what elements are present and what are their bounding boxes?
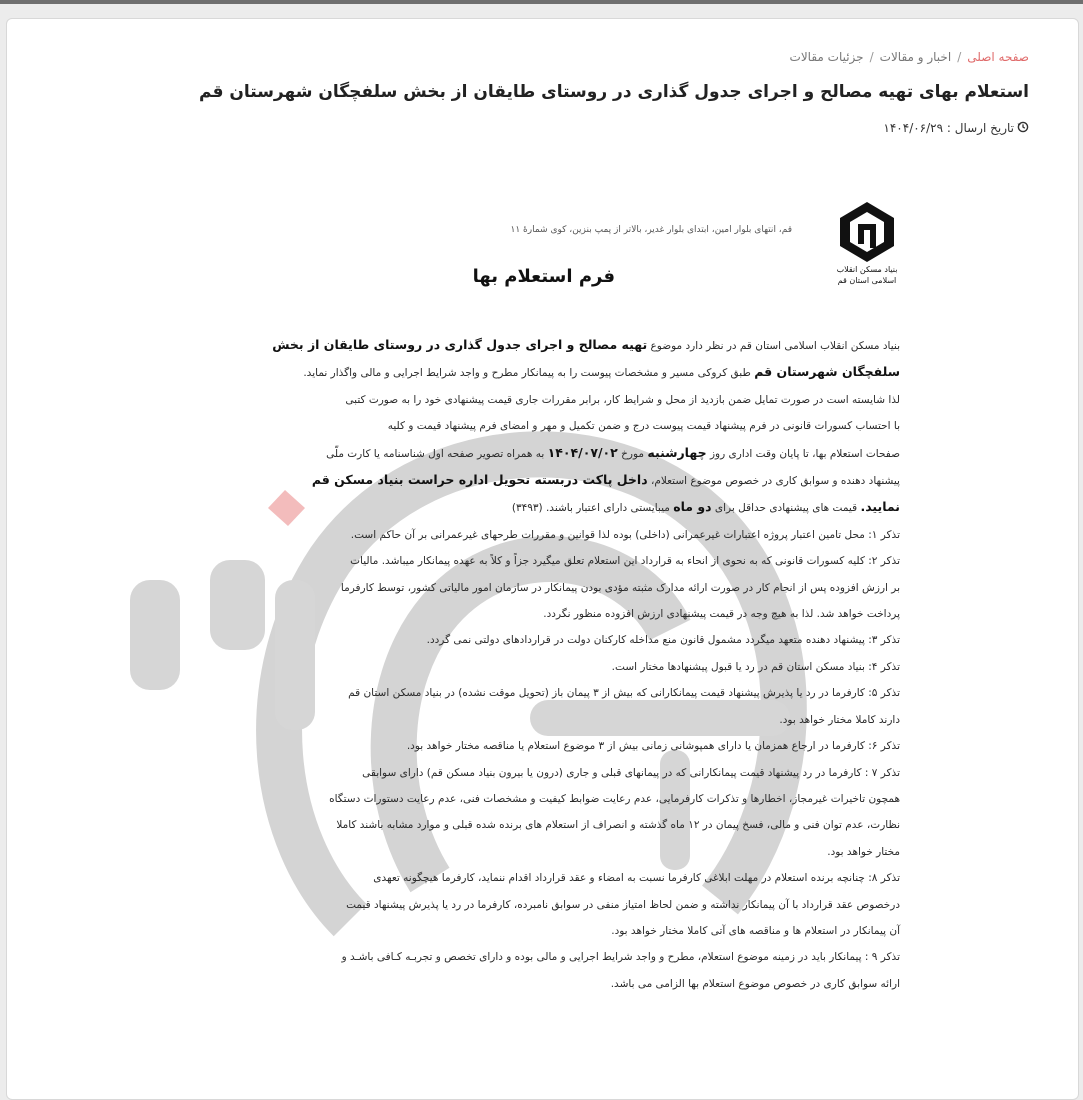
intro-line (180, 440, 900, 467)
text-run: طبق کروکی مسیر و مشخصات پیوست را به پیمانکار مطرح و واجد شرایط اجرایی و مالی واگذار نماید. (303, 367, 751, 380)
top-border (0, 0, 1083, 4)
text-run: صفحات استعلام بها، تا پایان وقت اداری روز (709, 447, 900, 460)
bonyad-maskan-logo (834, 200, 900, 296)
intro-line: با احتساب کسورات قانونی در فرم پیشنهاد قیمت پیوست درج و ضمن تکمیل و مهر و امضای فرم پیشنهاد قیمت و کلیه (387, 420, 900, 433)
note-line: تذکر ۸: چنانچه برنده استعلام در مهلت ابلاغی کارفرما نسبت به امضاء و عقد قرارداد اقدام ننماید، کارفرما هیچگونه تعهدی (373, 872, 900, 885)
date-value: ۱۴۰۴/۰۶/۲۹ (883, 121, 944, 135)
breadcrumb-current: جزئیات مقالات (789, 50, 864, 64)
intro-line (180, 467, 900, 494)
text-run-bold: نمایید. (860, 499, 900, 515)
note-line: تذکر ۶: کارفرما در ارجاع همزمان یا دارای همپوشانی زمانی بیش از ۳ موضوع استعلام یا مناقصه مختار خواهد بود. (406, 740, 900, 753)
article-date (883, 121, 1029, 136)
breadcrumb-separator: / (957, 50, 962, 64)
note-line: تذکر ۷ : کارفرما در رد پیشنهاد قیمت پیمانکارانی که در پیمانهای قبلی و جاری (درون یا بیرون بنیاد مسکن قم) دارای سوابقی (362, 766, 900, 779)
history-icon (1017, 121, 1029, 136)
document-image (160, 190, 900, 1070)
article-title: استعلام بهای تهیه مصالح و اجرای جدول گذاری در روستای طایقان از بخش سلفچگان شهرستان قم (199, 82, 1029, 102)
text-run-bold: تهیه مصالح و اجرای جدول گذاری در روستای طایقان از بخش (272, 337, 648, 352)
intro-line: لذا شایسته است در صورت تمایل ضمن بازدید از محل و شرایط کار، برابر مقررات جاری قیمت پیشنهادی خود را به صورت کتبی (345, 393, 900, 406)
text-run: مورخ (621, 447, 645, 460)
note-line: تذکر ۹ : پیمانکار باید در زمینه موضوع استعلام، مطرح و واجد شرایط اجرایی و مالی بوده و دارای تخصص و تجربـه کـافی باشـد و (341, 951, 900, 964)
note-line: مختار خواهد بود. (827, 845, 900, 858)
note-line: پرداخت خواهد شد. لذا به هیچ وجه در قیمت پیشنهادی ارزش افزوده منظور نگردد. (543, 608, 900, 621)
text-run-bold: داخل پاکت دربسته تحویل اداره حراست بنیاد مسکن قم (311, 472, 648, 488)
form-title: فرم استعلام بها (472, 266, 615, 287)
breadcrumb-news-link[interactable]: اخبار و مقالات (879, 50, 952, 64)
text-run: به همراه تصویر صفحه اول شناسنامه یا کارت ملّی (326, 447, 545, 460)
note-line: تذکر ۲: کلیه کسورات قانونی که به نحوی از انحاء به قرارداد این استعلام تعلق میگیرد جزاً و کلاً به عهده پیمانکار میباشد. مالیات (350, 555, 900, 568)
intro-line (180, 359, 900, 386)
note-line: ارائه سوابق کاری در خصوص موضوع استعلام بها الزامی می باشد. (610, 977, 900, 990)
note-line: درخصوص عقد قرارداد با آن پیمانکار نداشته و ضمن لحاظ امتیاز منفی در سوابق نامبرده، کارفرما در رد یا پذیرش پیشنهاد قیمت (346, 898, 900, 911)
note-line: بر ارزش افزوده پس از انجام کار در صورت ارائه مدارک مثبته مؤدی بودن پیمانکار در سازمان امور مالیاتی کشور، توسط کارفرما (340, 581, 900, 594)
document-address: قم، انتهای بلوار امین، ابتدای بلوار غدیر، بالاتر از پمپ بنزین، کوی شمارهٔ ۱۱ (510, 225, 792, 235)
logo-text: بنیاد مسکن انقلاب اسلامی (836, 265, 898, 285)
note-line: تذکر ۱: محل تامین اعتبار پروژه اعتبارات غیرعمرانی (داخلی) بوده لذا قوانین و مقررات طرحهای غیرعمرانی بر آن حاکم است. (350, 528, 900, 541)
intro-line (180, 332, 900, 359)
text-run-bold: دو ماه (673, 499, 712, 515)
logo-subtext: استان قم (837, 276, 870, 285)
note-line: تذکر ۵: کارفرما در رد یا پذیرش پیشنهاد قیمت پیمانکارانی که بیش از ۳ پیمان باز (تحویل موقت نشده) در بنیاد مسکن استان قم (348, 687, 900, 700)
deadline-date: ۱۴۰۴/۰۷/۰۲ (547, 444, 618, 460)
date-label: تاریخ ارسال : (946, 121, 1014, 135)
note-line: دارند کاملا مختار خواهد بود. (779, 713, 900, 726)
breadcrumb-home-link[interactable]: صفحه اصلی (967, 50, 1029, 64)
breadcrumb (790, 50, 1029, 64)
note-line: تذکر ۴: بنیاد مسکن استان قم در رد یا قبول پیشنهادها مختار است. (611, 660, 900, 673)
document-body (180, 332, 900, 997)
text-run: بنیاد مسکن انقلاب اسلامی استان قم در نظر دارد موضوع (650, 340, 900, 352)
text-run: پیشنهاد دهنده و سوابق کاری در خصوص موضوع استعلام، (650, 475, 900, 488)
note-line: همچون تاخیرات غیرمجاز، اخطارها و تذکرات کارفرمایی، عدم رعایت ضوابط کیفیت و مشخصات فنی، عدم رعایت دستورات دستگاه (329, 792, 900, 805)
text-run: قیمت های پیشنهادی حداقل برای (714, 502, 858, 515)
text-run-bold: سلفچگان شهرستان قم (754, 364, 900, 380)
note-line: آن پیمانکار در استعلام ها و مناقصه های آتی کاملا مختار خواهد بود. (611, 924, 900, 937)
text-run-bold: چهارشنبه (647, 444, 707, 460)
intro-line (180, 494, 900, 521)
breadcrumb-separator: / (869, 50, 874, 64)
note-line: نظارت، عدم توان فنی و مالی، فسخ پیمان در ۱۲ ماه گذشته و انصراف از استعلام های برنده شده قبلی و موارد مشابه باشند کاملا (336, 819, 900, 832)
note-line: تذکر ۳: پیشنهاد دهنده متعهد میگردد مشمول قانون منع مداخله کارکنان دولت در قراردادهای دولتی نمی گردد. (426, 634, 900, 647)
text-run: میبایستی دارای اعتبار باشند. (۳۴۹۳) (511, 502, 670, 515)
